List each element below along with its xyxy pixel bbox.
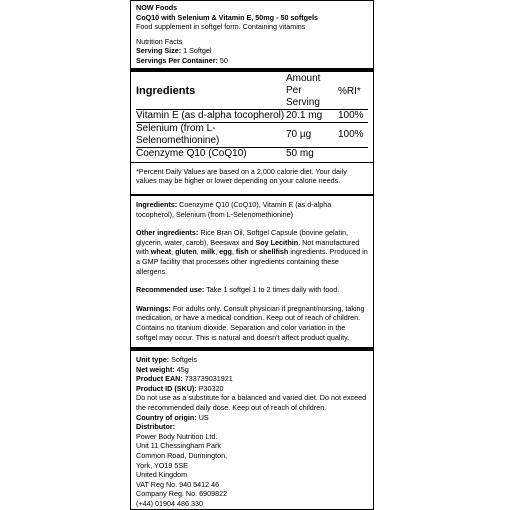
ean-value: 733739031921 xyxy=(184,374,233,384)
footnote: *Percent Daily Values are based on a 2,000 calorie diet. Your daily values may be higher or lower depending on your calorie needs. xyxy=(131,162,373,186)
other-text-3: ingredients. Produced in a GMP facility that processes other ingredients containing these allergens. xyxy=(136,247,368,276)
comma: , xyxy=(231,247,234,257)
product-info-panel xyxy=(130,347,374,510)
distributor-line: York, YO19 5SE xyxy=(136,460,188,470)
warnings-text: For adults only. Consult physician if pregnant/nursing, taking medication, or have a medical condition. Keep out of reach of children. Contains no titanium dioxide. Separation and color variation in the softgel may occur. This is natural and doesn't affect product quality. xyxy=(136,303,365,342)
serving-size-label: Serving Size: xyxy=(136,46,182,56)
ingredients-label: Ingredients: xyxy=(136,200,178,209)
warnings-section xyxy=(136,304,368,342)
row-ri: 100% xyxy=(338,109,368,122)
distributor-line: United Kingdom xyxy=(136,470,188,480)
header-ri: %RI* xyxy=(338,85,361,97)
product-name: CoQ10 with Selenium & Vitamin E, 50mg - 50 softgels xyxy=(136,12,318,22)
sku-label: Product ID (SKU): xyxy=(136,383,197,393)
origin-label: Country of origin: xyxy=(136,412,197,422)
ingredients-text: Coenzyme Q10 (CoQ10), Vitamin E (as d-alpha tocopherol), Selenium (from L-Selenomethionine) xyxy=(136,200,332,219)
product-ean xyxy=(136,374,368,384)
row-name: Vitamin E (as d-alpha tocopherol) xyxy=(136,109,285,121)
distributor-line: Unit 11 Chessingham Park xyxy=(136,441,221,451)
table-row xyxy=(136,122,368,147)
table-header xyxy=(136,73,368,110)
row-name: Selenium (from L-Selenomethionine) xyxy=(136,122,286,147)
allergen-gluten: gluten xyxy=(175,247,197,257)
servings-per-container xyxy=(136,56,368,66)
row-amount: 20.1 mg xyxy=(286,109,338,122)
distributor-address xyxy=(136,432,368,509)
product-description: Food supplement in softgel form. Containing vitamins xyxy=(136,22,306,32)
unit-value: Softgels xyxy=(171,355,198,364)
other-ingredients-label: Other ingredients: xyxy=(136,228,199,238)
table-row xyxy=(136,147,368,160)
product-sku xyxy=(136,384,368,394)
allergen-egg: egg xyxy=(219,247,232,257)
row-amount: 50 mg xyxy=(286,147,338,160)
unit-type xyxy=(136,355,368,365)
servings-value: 50 xyxy=(219,55,228,65)
row-ri xyxy=(338,147,368,160)
weight-value: 45g xyxy=(176,364,189,374)
other-ingredients-section xyxy=(136,228,368,276)
or-word: or xyxy=(250,247,258,257)
country-of-origin xyxy=(136,413,368,423)
weight-label: Net weight: xyxy=(136,364,175,374)
distributor-line: (+44) 01904 486 330 xyxy=(136,498,203,508)
ean-label: Product EAN: xyxy=(136,374,183,384)
brand-name: NOW Foods xyxy=(136,3,178,12)
sku-value: P30320 xyxy=(198,383,224,393)
allergen-shellfish: shellfish xyxy=(259,247,289,257)
use-label: Recommended use: xyxy=(136,285,205,295)
serving-size xyxy=(136,46,368,56)
allergen-soy: Soy Lecithin xyxy=(255,237,299,247)
recommended-use-section xyxy=(136,285,368,295)
details-panel xyxy=(130,195,374,351)
use-text: Take 1 softgel 1 to 2 times daily with food. xyxy=(206,285,340,295)
origin-value: US xyxy=(198,412,209,422)
table-row xyxy=(136,109,368,122)
usage-notice: Do not use as a substitute for a balanced and varied diet. Do not exceed the recommended daily dose. Keep out of reach of children. xyxy=(136,393,367,412)
ingredients-section xyxy=(136,200,368,219)
allergen-fish: fish xyxy=(235,247,249,257)
allergen-milk: milk xyxy=(200,247,216,257)
comma: , xyxy=(171,247,174,257)
header-amount: Amount Per Serving xyxy=(286,72,321,108)
servings-label: Servings Per Container: xyxy=(136,55,218,65)
comma: , xyxy=(196,247,199,257)
unit-label: Unit type: xyxy=(136,355,170,364)
row-ri: 100% xyxy=(338,122,368,147)
allergen-wheat: wheat xyxy=(150,247,172,257)
nutrition-table xyxy=(136,73,368,160)
nutrition-title: Nutrition Facts xyxy=(136,36,183,46)
distributor-line: Power Body Nutrition Ltd. xyxy=(136,431,218,441)
warnings-label: Warnings: xyxy=(136,303,171,313)
header-ingredients: Ingredients xyxy=(136,84,196,97)
other-text-1: Rice Bran Oil, Softgel Capsule (bovine gelatin, glycerin, water, carob), Beeswax and xyxy=(136,228,349,247)
other-text-2: . Not manufactured with xyxy=(136,237,360,257)
nutrition-facts-panel xyxy=(130,0,374,195)
distributor-line: Company Reg. No. 6909822 xyxy=(136,489,228,499)
row-name: Coenzyme Q10 (CoQ10) xyxy=(136,147,286,160)
distributor-line: VAT Reg No. 940 5412 46 xyxy=(136,479,220,489)
serving-size-value: 1 Softgel xyxy=(183,46,212,56)
distributor-line: Common Road, Dunnington, xyxy=(136,450,228,460)
net-weight xyxy=(136,365,368,375)
comma: , xyxy=(215,247,218,257)
row-amount: 70 µg xyxy=(286,122,338,147)
distributor-label: Distributor: xyxy=(136,422,176,432)
